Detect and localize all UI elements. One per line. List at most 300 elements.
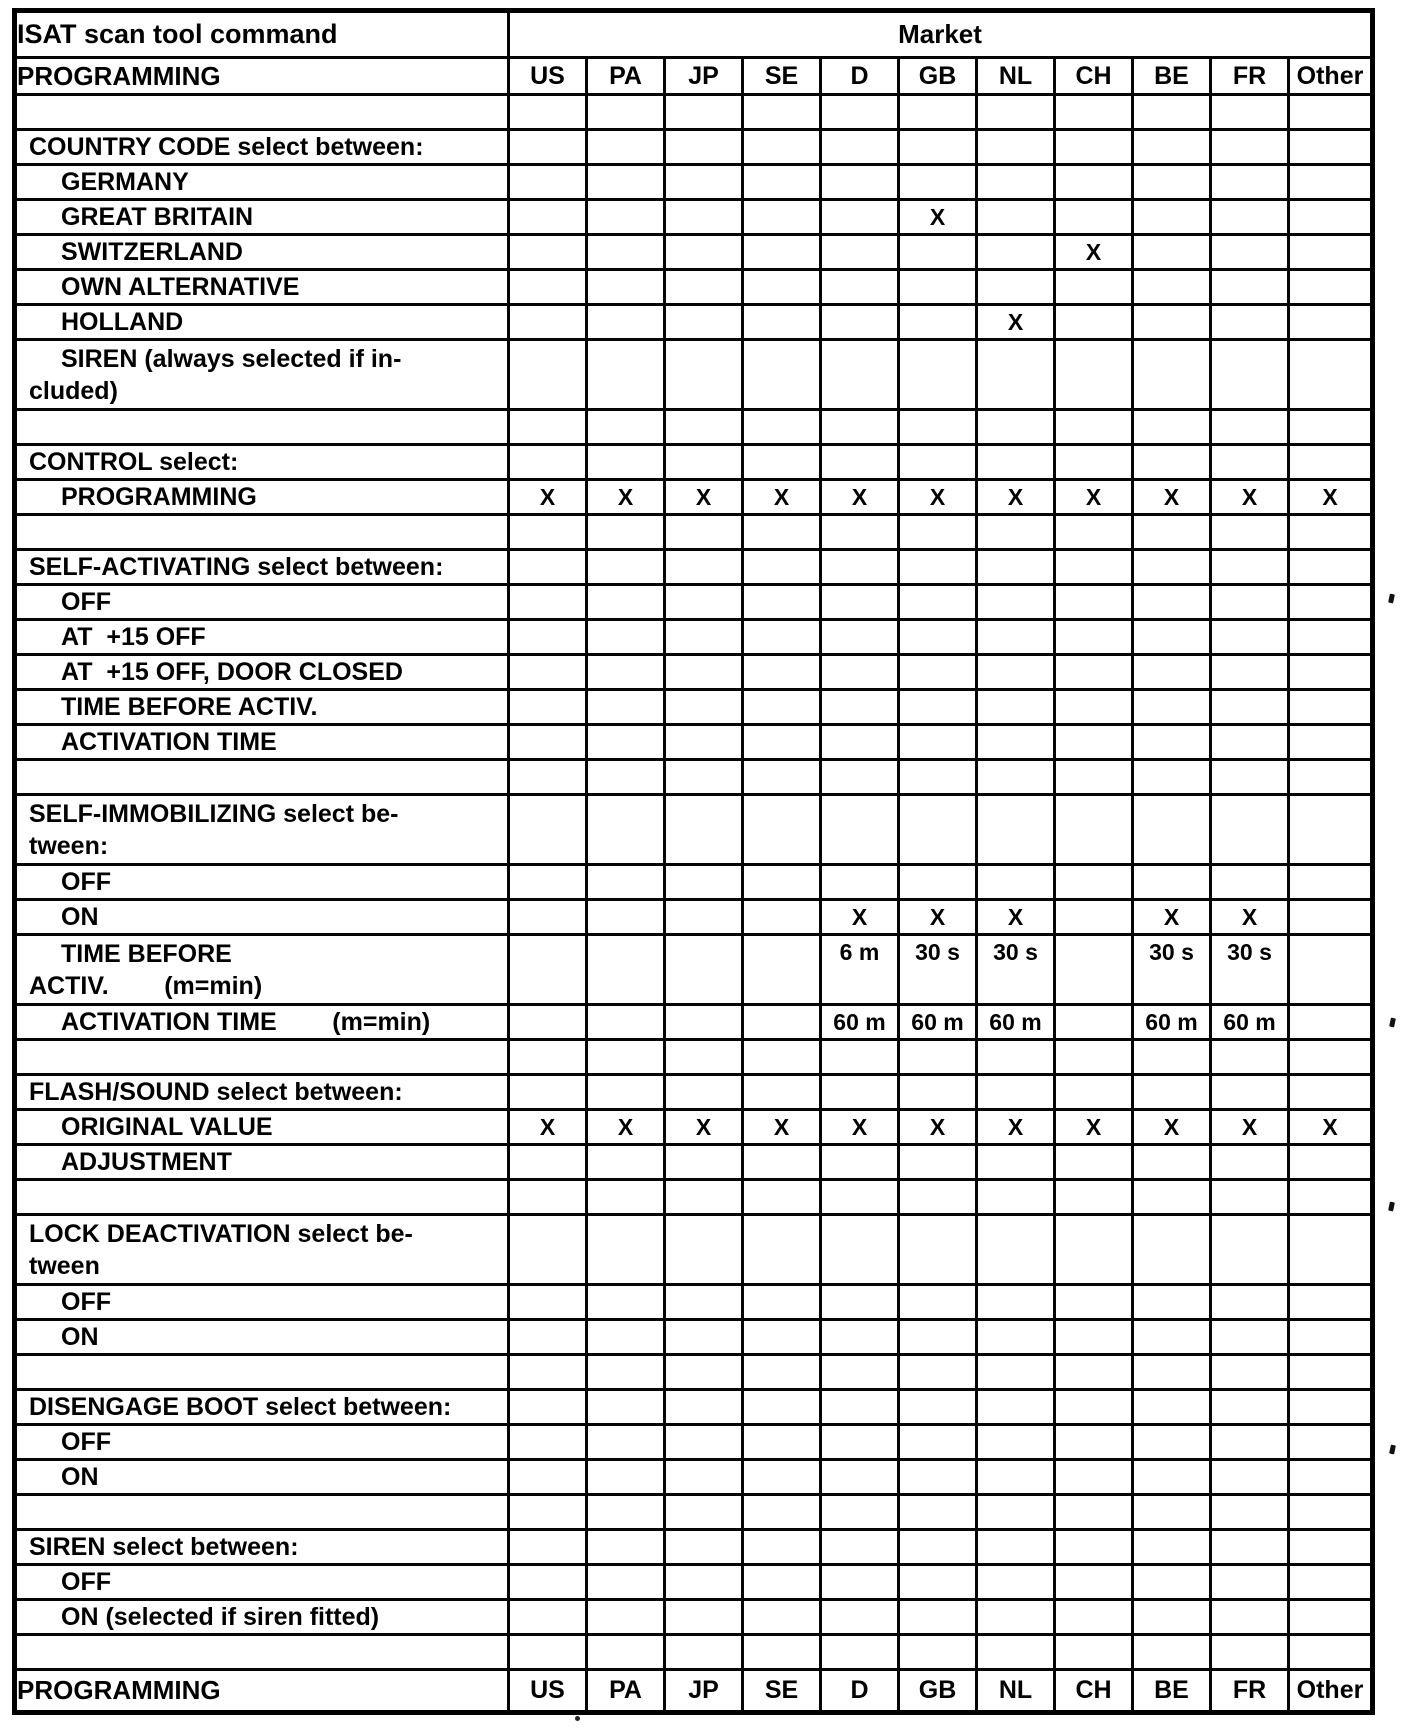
table-row: [15, 1215, 1373, 1285]
value-cell: [743, 340, 821, 410]
table-row: [15, 585, 1373, 620]
table-row: [15, 690, 1373, 725]
table-row: [15, 1285, 1373, 1320]
row-label-line: ON: [61, 1463, 99, 1491]
value-cell: [1211, 515, 1289, 550]
value-cell: [743, 165, 821, 200]
value-cell: [1133, 1145, 1211, 1180]
scan-speck: [1388, 1202, 1395, 1212]
value-cell: [509, 935, 587, 1005]
value-cell: [1289, 1145, 1373, 1180]
spacer-row: [15, 760, 1373, 795]
value-cell: [1133, 200, 1211, 235]
row-label: [15, 1040, 509, 1075]
row-label: [15, 1635, 509, 1670]
value-cell: [1133, 1390, 1211, 1425]
value-cell: [899, 130, 977, 165]
column-header-pa: PA: [587, 58, 665, 95]
value-cell: [1289, 1495, 1373, 1530]
row-label: [15, 1600, 509, 1635]
row-label: [15, 900, 509, 935]
value-cell: [977, 725, 1055, 760]
value-cell: 30 s: [977, 935, 1055, 1005]
value-cell: [977, 1600, 1055, 1635]
value-cell: [977, 1635, 1055, 1670]
table-header-row-columns: [15, 58, 1373, 95]
value-cell: [1211, 445, 1289, 480]
value-cell: [1055, 515, 1133, 550]
value-cell: [821, 795, 899, 865]
value-cell: [1133, 1530, 1211, 1565]
row-label: [15, 1355, 509, 1390]
value-cell: X: [977, 900, 1055, 935]
value-cell: [899, 340, 977, 410]
scan-speck: [1389, 1018, 1396, 1028]
value-cell: [899, 760, 977, 795]
value-cell: [1289, 1565, 1373, 1600]
value-cell: [665, 1285, 743, 1320]
value-cell: [821, 445, 899, 480]
value-cell: [1289, 235, 1373, 270]
row-label-line: TIME BEFORE ACTIV.: [61, 693, 318, 721]
footer-column-ch: CH: [1055, 1670, 1133, 1713]
value-cell: [509, 1005, 587, 1040]
value-cell: [1133, 235, 1211, 270]
value-cell: [509, 200, 587, 235]
value-cell: [587, 795, 665, 865]
row-label-line: ON (selected if siren fitted): [61, 1603, 380, 1631]
value-cell: [665, 1215, 743, 1285]
value-cell: [1055, 1495, 1133, 1530]
footer-column-be: BE: [1133, 1670, 1211, 1713]
value-cell: [1289, 410, 1373, 445]
row-label: [15, 270, 509, 305]
row-label-line: SIREN select between:: [29, 1533, 299, 1561]
value-cell: [509, 130, 587, 165]
value-cell: [821, 1040, 899, 1075]
value-cell: [743, 200, 821, 235]
row-label: [15, 655, 509, 690]
value-cell: [1211, 1460, 1289, 1495]
value-cell: [665, 1390, 743, 1425]
value-cell: [509, 1390, 587, 1425]
value-cell: [977, 235, 1055, 270]
value-cell: [743, 655, 821, 690]
value-cell: [665, 340, 743, 410]
row-label-line: ADJUSTMENT: [61, 1148, 232, 1176]
value-cell: [821, 1495, 899, 1530]
value-cell: [1055, 165, 1133, 200]
row-label: [15, 1075, 509, 1110]
row-label: [15, 340, 509, 410]
footer-column-jp: JP: [665, 1670, 743, 1713]
value-cell: X: [899, 480, 977, 515]
value-cell: [821, 165, 899, 200]
value-cell: [1055, 1390, 1133, 1425]
value-cell: [587, 1215, 665, 1285]
value-cell: [509, 1495, 587, 1530]
scan-dot: [575, 1716, 580, 1721]
value-cell: [1133, 410, 1211, 445]
row-label: [15, 620, 509, 655]
row-label: [15, 1565, 509, 1600]
value-cell: [899, 1600, 977, 1635]
column-header-jp: JP: [665, 58, 743, 95]
spacer-row: [15, 1355, 1373, 1390]
value-cell: [665, 1600, 743, 1635]
value-cell: [977, 1215, 1055, 1285]
value-cell: X: [1289, 480, 1373, 515]
value-cell: [977, 1075, 1055, 1110]
row-label: [15, 165, 509, 200]
value-cell: [509, 1040, 587, 1075]
row-label-line: ACTIV. (m=min): [29, 971, 263, 1000]
value-cell: [665, 235, 743, 270]
value-cell: [665, 1075, 743, 1110]
value-cell: [743, 445, 821, 480]
value-cell: [1289, 1635, 1373, 1670]
value-cell: [977, 1390, 1055, 1425]
value-cell: [977, 1355, 1055, 1390]
value-cell: [509, 1075, 587, 1110]
value-cell: [1055, 585, 1133, 620]
value-cell: [509, 1180, 587, 1215]
value-cell: [1133, 865, 1211, 900]
value-cell: [1055, 200, 1133, 235]
value-cell: [1289, 585, 1373, 620]
value-cell: [821, 95, 899, 130]
value-cell: [1133, 1425, 1211, 1460]
value-cell: [587, 340, 665, 410]
footer-column-fr: FR: [1211, 1670, 1289, 1713]
value-cell: [1133, 690, 1211, 725]
value-cell: [899, 725, 977, 760]
value-cell: [509, 1285, 587, 1320]
value-cell: [1289, 1180, 1373, 1215]
row-label-line: OFF: [61, 588, 111, 616]
value-cell: [509, 270, 587, 305]
row-label: [15, 515, 509, 550]
value-cell: [587, 585, 665, 620]
table-row: [15, 235, 1373, 270]
value-cell: [1211, 1635, 1289, 1670]
value-cell: [1211, 865, 1289, 900]
value-cell: X: [1055, 1110, 1133, 1145]
value-cell: [743, 690, 821, 725]
table-footer-row: [15, 1670, 1373, 1713]
value-cell: [665, 1425, 743, 1460]
value-cell: [1055, 1460, 1133, 1495]
value-cell: [977, 340, 1055, 410]
table-row: [15, 1530, 1373, 1565]
value-cell: [665, 1565, 743, 1600]
column-header-se: SE: [743, 58, 821, 95]
value-cell: [1133, 1495, 1211, 1530]
value-cell: [1055, 95, 1133, 130]
value-cell: [899, 270, 977, 305]
value-cell: [1133, 130, 1211, 165]
value-cell: [509, 760, 587, 795]
column-header-fr: FR: [1211, 58, 1289, 95]
value-cell: [587, 620, 665, 655]
value-cell: [665, 1040, 743, 1075]
value-cell: [821, 340, 899, 410]
value-cell: [1055, 1355, 1133, 1390]
row-label-line: AT +15 OFF, DOOR CLOSED: [61, 658, 403, 686]
footer-column-se: SE: [743, 1670, 821, 1713]
value-cell: [899, 655, 977, 690]
value-cell: [1055, 550, 1133, 585]
value-cell: [1055, 1145, 1133, 1180]
row-label-line: CONTROL select:: [29, 448, 239, 476]
value-cell: [1133, 1355, 1211, 1390]
value-cell: [587, 1145, 665, 1180]
value-cell: [1133, 1285, 1211, 1320]
value-cell: [743, 305, 821, 340]
value-cell: [977, 1530, 1055, 1565]
value-cell: [665, 515, 743, 550]
value-cell: [509, 1460, 587, 1495]
column-header-us: US: [509, 58, 587, 95]
value-cell: [743, 1530, 821, 1565]
value-cell: [1055, 865, 1133, 900]
value-cell: [1211, 760, 1289, 795]
value-cell: [821, 305, 899, 340]
value-cell: [899, 305, 977, 340]
value-cell: [1289, 270, 1373, 305]
value-cell: [821, 270, 899, 305]
scan-speck: [1388, 594, 1395, 604]
value-cell: [1289, 1460, 1373, 1495]
value-cell: 30 s: [899, 935, 977, 1005]
value-cell: [1133, 270, 1211, 305]
value-cell: [587, 760, 665, 795]
value-cell: [509, 1600, 587, 1635]
value-cell: [821, 1145, 899, 1180]
value-cell: X: [1133, 1110, 1211, 1145]
value-cell: [1289, 1005, 1373, 1040]
value-cell: [1211, 1285, 1289, 1320]
spacer-row: [15, 1495, 1373, 1530]
value-cell: [587, 1320, 665, 1355]
value-cell: [509, 410, 587, 445]
value-cell: X: [587, 1110, 665, 1145]
value-cell: [899, 1390, 977, 1425]
value-cell: [1211, 550, 1289, 585]
value-cell: [1055, 1530, 1133, 1565]
value-cell: [587, 900, 665, 935]
value-cell: [1055, 270, 1133, 305]
table-row: [15, 200, 1373, 235]
value-cell: [1055, 1565, 1133, 1600]
value-cell: [665, 1180, 743, 1215]
value-cell: [899, 1355, 977, 1390]
value-cell: [1055, 1040, 1133, 1075]
value-cell: [1133, 305, 1211, 340]
table-body: [15, 95, 1373, 1670]
value-cell: [821, 550, 899, 585]
value-cell: [821, 1600, 899, 1635]
row-label-line: tween: [29, 1251, 100, 1280]
value-cell: [587, 1180, 665, 1215]
value-cell: [1055, 725, 1133, 760]
value-cell: [1211, 1145, 1289, 1180]
value-cell: [587, 1565, 665, 1600]
value-cell: X: [743, 1110, 821, 1145]
market-header: Market: [509, 11, 1373, 58]
value-cell: [587, 690, 665, 725]
value-cell: [587, 270, 665, 305]
value-cell: [665, 1635, 743, 1670]
value-cell: [587, 1075, 665, 1110]
row-label-line: GERMANY: [61, 168, 189, 196]
row-label-line: TIME BEFORE: [61, 939, 232, 968]
value-cell: [665, 445, 743, 480]
row-label: [15, 935, 509, 1005]
value-cell: [665, 1460, 743, 1495]
row-label: [15, 725, 509, 760]
footer-column-gb: GB: [899, 1670, 977, 1713]
value-cell: [509, 445, 587, 480]
value-cell: [1133, 165, 1211, 200]
value-cell: [509, 340, 587, 410]
value-cell: [1211, 305, 1289, 340]
value-cell: [977, 410, 1055, 445]
row-label-line: SELF-ACTIVATING select between:: [29, 553, 444, 581]
value-cell: [743, 1145, 821, 1180]
value-cell: [587, 1005, 665, 1040]
value-cell: [977, 515, 1055, 550]
value-cell: [587, 1495, 665, 1530]
value-cell: [977, 550, 1055, 585]
value-cell: [821, 620, 899, 655]
programming-footer: PROGRAMMING: [15, 1670, 509, 1713]
row-label: [15, 480, 509, 515]
value-cell: [665, 1005, 743, 1040]
value-cell: [1211, 130, 1289, 165]
value-cell: [1289, 900, 1373, 935]
table-row: [15, 340, 1373, 410]
value-cell: [587, 1040, 665, 1075]
value-cell: 30 s: [1211, 935, 1289, 1005]
value-cell: [899, 1320, 977, 1355]
row-label-line: LOCK DEACTIVATION select be-: [29, 1219, 413, 1248]
value-cell: [899, 1565, 977, 1600]
value-cell: [743, 795, 821, 865]
value-cell: [665, 1320, 743, 1355]
value-cell: [899, 445, 977, 480]
row-label: [15, 1390, 509, 1425]
value-cell: [977, 865, 1055, 900]
value-cell: [743, 1390, 821, 1425]
value-cell: [1289, 620, 1373, 655]
value-cell: [1211, 1180, 1289, 1215]
row-label-line: DISENGAGE BOOT select between:: [29, 1393, 452, 1421]
value-cell: X: [821, 1110, 899, 1145]
value-cell: [899, 410, 977, 445]
value-cell: [1289, 305, 1373, 340]
value-cell: [587, 1425, 665, 1460]
value-cell: [1211, 795, 1289, 865]
value-cell: [977, 760, 1055, 795]
value-cell: [821, 1530, 899, 1565]
value-cell: [1055, 1215, 1133, 1285]
value-cell: [743, 585, 821, 620]
table-row: [15, 1110, 1373, 1145]
value-cell: [1289, 1215, 1373, 1285]
value-cell: [821, 760, 899, 795]
value-cell: [509, 1635, 587, 1670]
value-cell: [743, 550, 821, 585]
value-cell: X: [1211, 480, 1289, 515]
value-cell: [899, 550, 977, 585]
value-cell: [509, 620, 587, 655]
value-cell: [743, 235, 821, 270]
value-cell: [821, 690, 899, 725]
value-cell: [1133, 1600, 1211, 1635]
value-cell: [509, 95, 587, 130]
table-row: [15, 1565, 1373, 1600]
value-cell: [1133, 340, 1211, 410]
table-row: [15, 550, 1373, 585]
value-cell: [1289, 1600, 1373, 1635]
value-cell: [587, 305, 665, 340]
value-cell: [899, 690, 977, 725]
value-cell: [743, 410, 821, 445]
row-label-line: ON: [61, 1323, 99, 1351]
row-label-line: FLASH/SOUND select between:: [29, 1078, 403, 1106]
value-cell: [665, 795, 743, 865]
value-cell: [743, 1320, 821, 1355]
value-cell: [509, 1530, 587, 1565]
row-label: [15, 585, 509, 620]
value-cell: [1211, 655, 1289, 690]
value-cell: [977, 95, 1055, 130]
value-cell: [665, 130, 743, 165]
value-cell: [1289, 1390, 1373, 1425]
row-label: [15, 410, 509, 445]
value-cell: [1211, 1495, 1289, 1530]
value-cell: [743, 1215, 821, 1285]
value-cell: [1055, 410, 1133, 445]
value-cell: [1211, 95, 1289, 130]
value-cell: [1289, 795, 1373, 865]
value-cell: [1289, 550, 1373, 585]
table-row: [15, 1460, 1373, 1495]
value-cell: [743, 270, 821, 305]
value-cell: [977, 620, 1055, 655]
spacer-row: [15, 1040, 1373, 1075]
value-cell: [665, 865, 743, 900]
value-cell: [1289, 200, 1373, 235]
value-cell: [587, 95, 665, 130]
value-cell: [977, 1495, 1055, 1530]
isat-programming-table: [12, 8, 1375, 1715]
value-cell: [587, 725, 665, 760]
value-cell: [821, 235, 899, 270]
value-cell: 60 m: [977, 1005, 1055, 1040]
value-cell: [899, 515, 977, 550]
footer-column-nl: NL: [977, 1670, 1055, 1713]
value-cell: [1055, 620, 1133, 655]
value-cell: [977, 1425, 1055, 1460]
row-label-line: SWITZERLAND: [61, 238, 243, 266]
footer-column-d: D: [821, 1670, 899, 1713]
value-cell: [821, 1075, 899, 1110]
value-cell: [587, 1390, 665, 1425]
row-label-line: SELF-IMMOBILIZING select be-: [29, 799, 399, 828]
row-label-line: cluded): [29, 376, 118, 405]
